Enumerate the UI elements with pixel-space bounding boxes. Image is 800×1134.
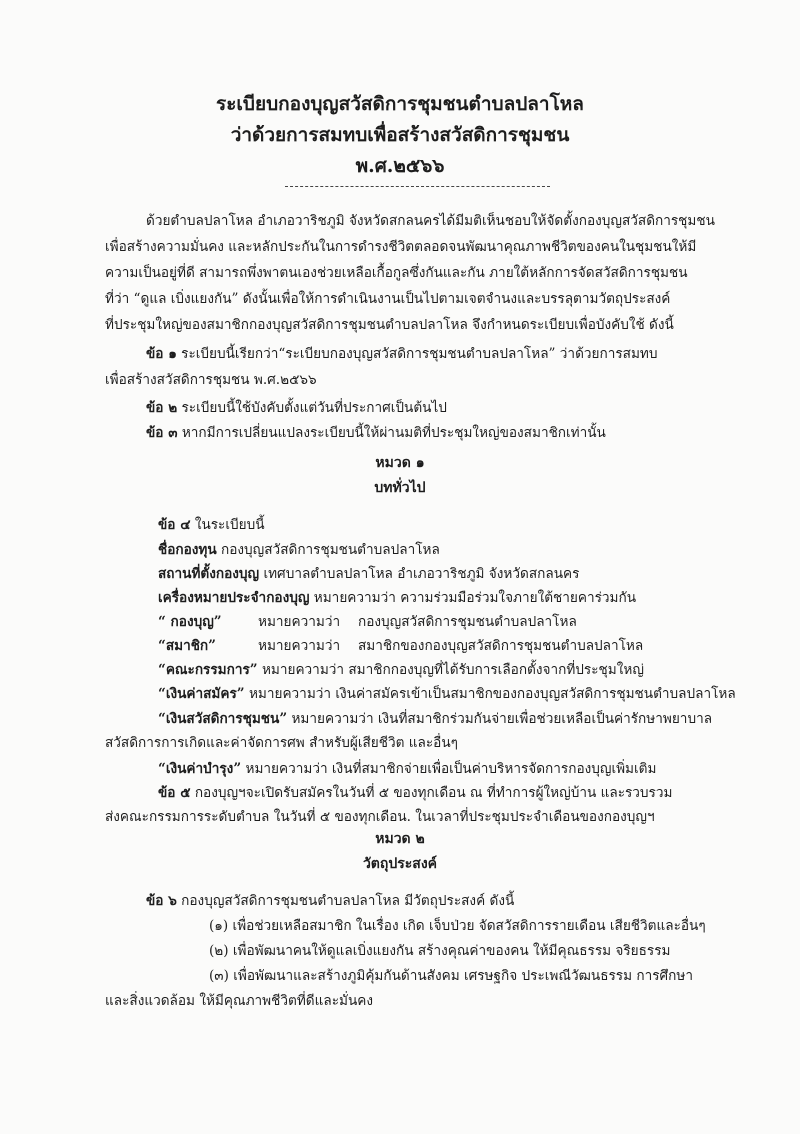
article-5-continuation: ส่งคณะกรรมการระดับตำบล ในวันที่ ๕ ของทุกเดือน. ในเวลาที่ประชุมประจำเดือนของกองบุญฯ [105, 809, 655, 825]
def-fee-row [158, 683, 736, 705]
def-committee-text: หมายความว่า สมาชิกกองบุญที่ได้รับการเลือกตั้งจากที่ประชุมใหญ่ [261, 662, 644, 678]
def-committee-row [158, 659, 644, 681]
objective-item-3: (๓) เพื่อพัฒนาและสร้างภูมิคุ้มกันด้านสังคม เศรษฐกิจ ประเพณีวัฒนธรรม การศึกษา [209, 968, 693, 984]
article-2-label: ข้อ ๒ [146, 400, 178, 416]
def-maint-label: “เงินค่าบำรุง” [158, 761, 242, 777]
article-4-label: ข้อ ๔ [158, 517, 191, 533]
article-5-label: ข้อ ๕ [158, 785, 191, 801]
def-maint-text: หมายความว่า เงินที่สมาชิกจ่ายเพื่อเป็นค่าบริหารจัดการกองบุญเพิ่มเติม [245, 761, 657, 777]
preamble-line-3: ความเป็นอยู่ที่ดี สามารถพึ่งพาตนเองช่วยเหลือเกื้อกูลซึ่งกันและกัน ภายใต้หลักการจัดสวัสดิการชุมชน [105, 265, 688, 281]
preamble-line-2: เพื่อสร้างความมั่นคง และหลักประกันในการดำรงชีวิตตลอดจนพัฒนาคุณภาพชีวิตของคนในชุมชนให้มี [105, 239, 697, 255]
title-separator [285, 186, 550, 187]
objective-item-3-continuation: และสิ่งแวดล้อม ให้มีคุณภาพชีวิตที่ดีและมั่นคง [105, 993, 373, 1009]
def-welfare-continuation: สวัสดิการการเกิดและค่าจัดการศพ สำหรับผู้เสียชีวิต และอื่นๆ [105, 735, 458, 751]
document-title-line-1: ระเบียบกองบุญสวัสดิการชุมชนตำบลปลาโหล [216, 93, 584, 115]
def-fee-label: “เงินค่าสมัคร” [158, 686, 245, 702]
def-fee-text: หมายความว่า เงินค่าสมัครเข้าเป็นสมาชิกของกองบุญสวัสดิการชุมชนตำบลปลาโหล [248, 686, 736, 702]
office-row [158, 563, 579, 585]
def-fund-means: หมายความว่า [258, 614, 341, 630]
chapter-2-heading: หมวด ๒ [375, 831, 425, 847]
document-title-line-2: ว่าด้วยการสมทบเพื่อสร้างสวัสดิการชุมชน [230, 124, 570, 146]
def-welfare-label: “เงินสวัสดิการชุมชน” [158, 711, 288, 727]
article-4-text: ในระเบียบนี้ [194, 517, 265, 533]
fund-name-value: กองบุญสวัสดิการชุมชนตำบลปลาโหล [221, 542, 440, 558]
article-3-label: ข้อ ๓ [146, 425, 178, 441]
preamble-line-1: ด้วยตำบลปลาโหล อำเภอวาริชภูมิ จังหวัดสกลนครได้มีมติเห็นชอบให้จัดตั้งกองบุญสวัสดิการชุมชน [146, 213, 715, 229]
article-3-text: หากมีการเปลี่ยนแปลงระเบียบนี้ให้ผ่านมติที่ประชุมใหญ่ของสมาชิกเท่านั้น [181, 425, 606, 441]
article-1-continuation: เพื่อสร้างสวัสดิการชุมชน พ.ศ.๒๕๖๖ [105, 372, 317, 388]
office-label: สถานที่ตั้งกองบุญ [158, 566, 260, 582]
emblem-row [158, 587, 636, 609]
def-welfare-row [158, 708, 712, 730]
preamble-line-5: ที่ประชุมใหญ่ของสมาชิกกองบุญสวัสดิการชุมชนตำบลปลาโหล จึงกำหนดระเบียบเพื่อบังคับใช้ ดังนี้ [105, 317, 674, 333]
def-member-value: สมาชิกของกองบุญสวัสดิการชุมชนตำบลปลาโหล [358, 638, 644, 654]
article-6 [146, 890, 514, 912]
article-1-label: ข้อ ๑ [146, 346, 177, 362]
office-value: เทศบาลตำบลปลาโหล อำเภอวาริชภูมิ จังหวัดสกลนคร [263, 566, 580, 582]
chapter-2-subheading: วัตถุประสงค์ [362, 856, 438, 872]
def-fund-label: “ กองบุญ” [158, 614, 222, 630]
article-6-text: กองบุญสวัสดิการชุมชนตำบลปลาโหล มีวัตถุประสงค์ ดังนี้ [181, 893, 515, 909]
objective-item-1: (๑) เพื่อช่วยเหลือสมาชิก ในเรื่อง เกิด เจ็บป่วย จัดสวัสดิการรายเดือน เสียชีวิตและอื่นๆ [209, 918, 706, 934]
fund-name-label: ชื่อกองทุน [158, 542, 217, 558]
chapter-1-subheading: บททั่วไป [374, 480, 426, 496]
article-3 [146, 422, 606, 444]
def-welfare-text: หมายความว่า เงินที่สมาชิกร่วมกันจ่ายเพื่อช่วยเหลือเป็นค่ารักษาพยาบาล [291, 711, 713, 727]
fund-name-row [158, 539, 440, 561]
emblem-value: หมายความว่า ความร่วมมือร่วมใจภายใต้ชายคาร่วมกัน [313, 590, 637, 606]
article-4 [158, 514, 265, 536]
article-2-text: ระเบียบนี้ใช้บังคับตั้งแต่วันที่ประกาศเป็นต้นไป [181, 400, 447, 416]
article-2 [146, 397, 447, 419]
article-1-text: ระเบียบนี้เรียกว่า“ระเบียบกองบุญสวัสดิการชุมชนตำบลปลาโหล” ว่าด้วยการสมทบ [181, 346, 658, 362]
preamble-line-4: ที่ว่า “ดูแล เบิ่งแยงกัน” ดังนั้นเพื่อให้การดำเนินงานเป็นไปตามเจตจำนงและบรรลุตามวัตถุประสงค์ [105, 291, 671, 307]
article-5 [158, 782, 672, 804]
def-fund-value: กองบุญสวัสดิการชุมชนตำบลปลาโหล [358, 614, 577, 630]
def-member-means: หมายความว่า [258, 638, 341, 654]
article-5-text: กองบุญฯจะเปิดรับสมัครในวันที่ ๕ ของทุกเดือน ณ ที่ทำการผู้ใหญ่บ้าน และรวบรวม [194, 785, 673, 801]
emblem-label: เครื่องหมายประจำกองบุญ [158, 590, 310, 606]
document-title-line-3: พ.ศ.๒๕๖๖ [355, 155, 445, 177]
objective-item-2: (๒) เพื่อพัฒนาคนให้ดูแลเบิ่งแยงกัน สร้างคุณค่าของคน ให้มีคุณธรรม จริยธรรม [209, 943, 671, 959]
def-maint-row [158, 758, 656, 780]
def-committee-label: “คณะกรรมการ” [158, 662, 258, 678]
article-1 [146, 343, 658, 365]
def-member-label: “สมาชิก” [158, 638, 216, 654]
article-6-label: ข้อ ๖ [146, 893, 177, 909]
chapter-1-heading: หมวด ๑ [375, 455, 425, 471]
